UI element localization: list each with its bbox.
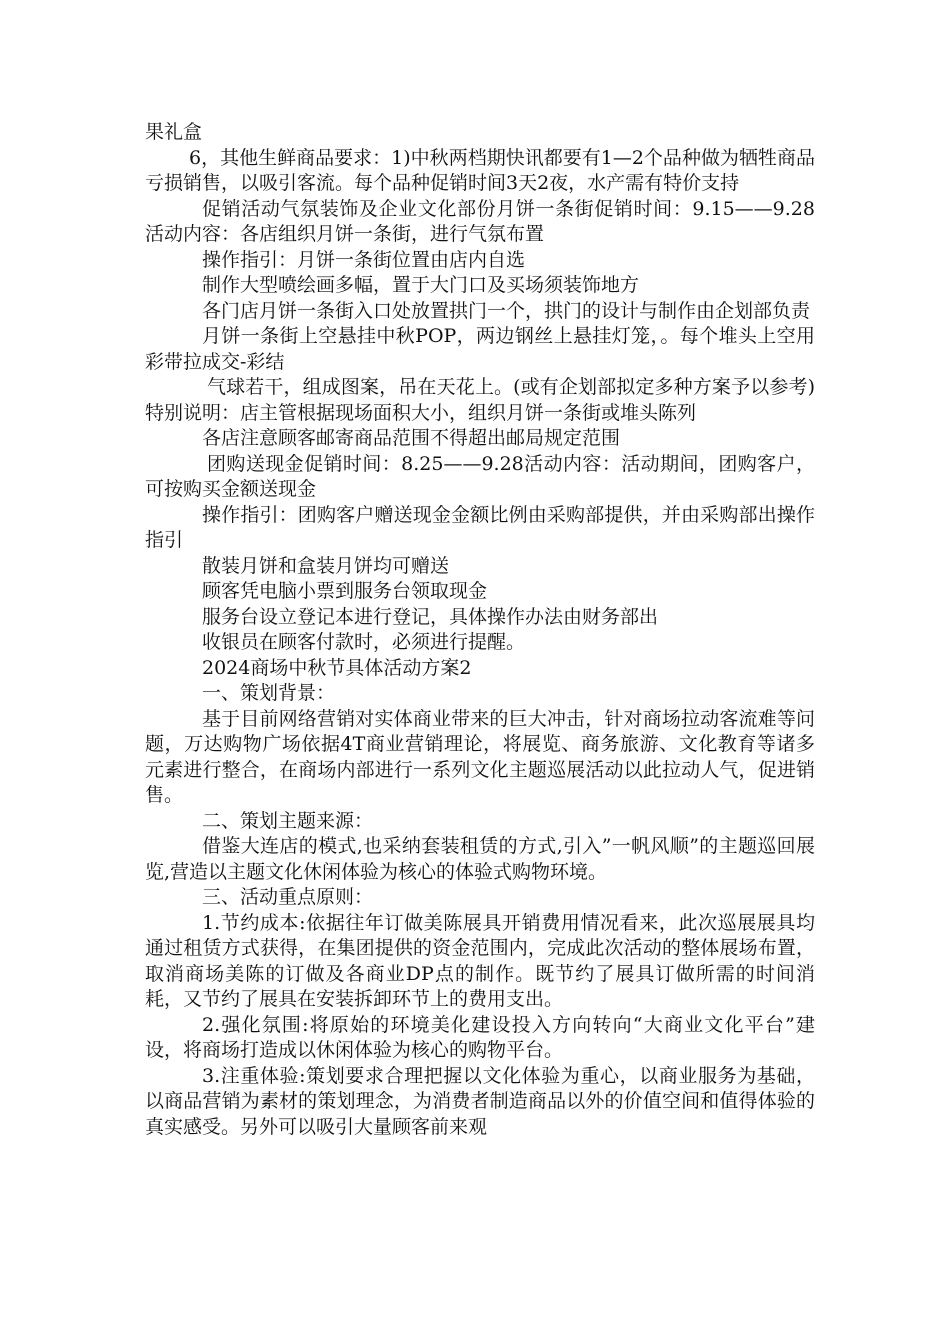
paragraph-1: 果礼盒 [145,121,203,143]
document-page [145,120,815,1140]
paragraph-15: 收银员在顾客付款时，必须进行提醒。 [202,631,526,653]
paragraph-background: 基于目前网络营销对实体商业带来的巨大冲击，针对商场拉动客流难等问题，万达购物广场依据4T商业营销理论，将展览、商务旅游、文化教育等诸多元素进行整合，在商场内部进行一系列文化主题巡展活动以此拉动人气，促进销售。 [145,707,815,806]
paragraph-theme-source: 借鉴大连店的模式,也采纳套装租赁的方式,引入”一帆风顺”的主题巡回展览,营造以主题文化休闲体验为核心的体验式购物环境。 [145,835,815,883]
paragraph-6: 各门店月饼一条街入口处放置拱门一个，拱门的设计与制作由企划部负责 [202,299,811,322]
paragraph-14: 服务台设立登记本进行登记，具体操作办法由财务部出 [202,605,659,628]
paragraph-2: 6，其他生鲜商品要求：1)中秋两档期快讯都要有1—2个品种做为牺牲商品亏损销售，以吸引客流。每个品种促销时间3天2夜，水产需有特价支持 [145,146,815,194]
paragraph-7: 月饼一条街上空悬挂中秋POP，两边钢丝上悬挂灯笼，。每个堆头上空用彩带拉成交-彩结 [145,325,815,373]
paragraph-principle-2: 2.强化氛围:将原始的环境美化建设投入方向转向“大商业文化平台”建设，将商场打造成以休闲体验为核心的购物平台。 [145,1013,815,1061]
paragraph-8: 气球若干，组成图案，吊在天花上。(或有企划部拟定多种方案予以参考)特别说明：店主管根据现场面积大小，组织月饼一条街或堆头陈列 [145,376,815,424]
paragraph-5: 制作大型喷绘画多幅，置于大门口及买场须装饰地方 [202,274,640,296]
paragraph-11: 操作指引：团购客户赠送现金金额比例由采购部提供，并由采购部出操作指引 [145,503,815,551]
paragraph-12: 散装月饼和盒装月饼均可赠送 [202,554,450,577]
heading-key-principles: 三、活动重点原则： [202,886,374,908]
paragraph-13: 顾客凭电脑小票到服务台领取现金 [202,580,488,602]
heading-theme-source: 二、策划主题来源： [202,809,374,832]
paragraph-9: 各店注意顾客邮寄商品范围不得超出邮局规定范围 [202,427,621,449]
paragraph-principle-3: 3.注重体验:策划要求合理把握以文化体验为重心，以商业服务为基础，以商品营销为素材的策划理念，为消费者制造商品以外的价值空间和值得体验的真实感受。另外可以吸引大量顾客前来观 [145,1064,815,1138]
paragraph-4: 操作指引：月饼一条街位置由店内自选 [202,248,526,271]
paragraph-3: 促销活动气氛装饰及企业文化部份月饼一条街促销时间：9.15——9.28活动内容：各店组织月饼一条街，进行气氛布置 [145,197,815,245]
section-title: 2024商场中秋节具体活动方案2 [202,656,472,679]
heading-background: 一、策划背景： [202,682,336,704]
paragraph-10: 团购送现金促销时间：8.25——9.28活动内容：活动期间，团购客户，可按购买金额送现金 [145,452,815,500]
paragraph-principle-1: 1.节约成本:依据往年订做美陈展具开销费用情况看来，此次巡展展具均通过租赁方式获得，在集团提供的资金范围内，完成此次活动的整体展场布置，取消商场美陈的订做及各商业DP点的制作。既节约了展具订做所需的时间消耗，又节约了展具在安装拆卸环节上的费用支出。 [145,911,815,1010]
